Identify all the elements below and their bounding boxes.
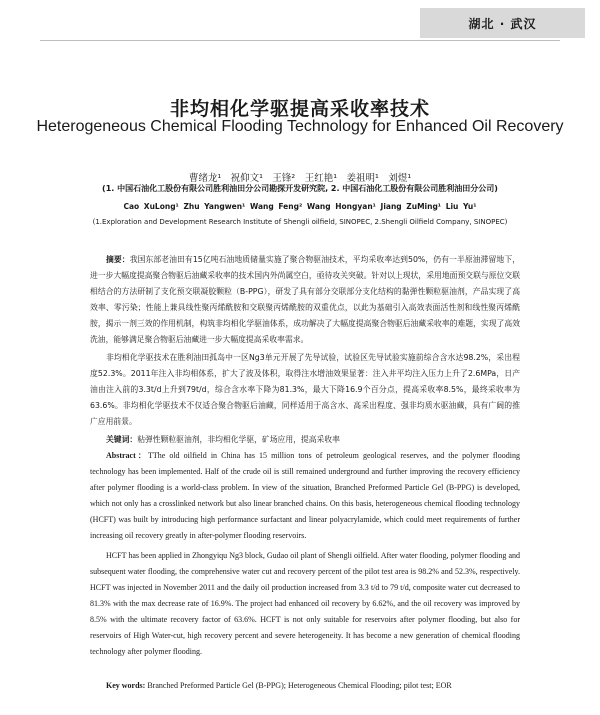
abstract-cn-paragraph-2	[90, 350, 520, 430]
header-label: 湖北 · 武汉	[468, 16, 537, 31]
abstract-cn-paragraph-1	[90, 252, 520, 348]
keywords-en	[90, 678, 520, 694]
keywords-en-text: Branched Preformed Particle Gel (B-PPG); Heterogeneous Chemical Flooding; pilot test; EOR	[147, 681, 452, 690]
conference-location-header	[420, 8, 585, 38]
abstract-en-paragraph-2	[90, 548, 520, 660]
keywords-cn	[90, 432, 520, 448]
abstract-en-label: Abstract：	[106, 451, 148, 460]
keywords-cn-label: 关键词：	[106, 435, 138, 444]
abstract-en-text-1: TThe old oilfield in China has 15 million tons of petroleum geological reserves, and the polymer flooding technology has been implemented. Half of the crude oil is still remained underground and further improving the recovery efficiency after polymer flooding is a world-class problem. In view of the situation, Branched Preformed Particle Gel (B-PPG) is developed, which not only has a crosslinked network but also linear branched chains. On this basis, heterogeneous chemical flooding technology (HCFT) was built by introducing high performance surfactant and linear polyacrylamide, which could meet requirements of further increasing oil recovery greatly in after-polymer flooding reservoirs.	[90, 451, 520, 540]
abstract-cn-text-2: 非均相化学驱技术在胜利油田孤岛中一区Ng3单元开展了先导试验，试验区先导试验实施前综合含水达98.2%，采出程度52.3%。2011年注入非均相体系，扩大了波及体积，取得注水增油效果显著：注入井平均注入压力上升了2.6MPa，日产油由注入前的3.3t/d上升到79t/d，综合含水率下降为81.3%，最大下降16.9个百分点，提高采收率8.5%，最终采收率为63.6%。非均相化学驱技术不仅适合聚合物驱后油藏，同样适用于高含水、高采出程度、强非均质水驱油藏，具有广阔的推广应用前景。	[90, 353, 520, 426]
author-list-cn: 曹绪龙¹ 祝仰文¹ 王锋² 王红艳¹ 姜祖明¹ 刘煜¹	[188, 173, 412, 184]
abstract-en-paragraph-1	[90, 448, 520, 544]
author-list-en: Cao XuLong¹ Zhu Yangwen¹ Wang Feng² Wang Hongyan¹ Jiang ZuMing¹ Liu Yu¹	[123, 202, 477, 211]
keywords-cn-text: 粘弹性颗粒驱油剂，非均相化学驱，矿场应用，提高采收率	[137, 435, 340, 444]
header-rule	[40, 40, 560, 41]
affiliation-cn: (1. 中国石油化工股份有限公司胜利油田分公司勘探开发研究院, 2. 中国石油化工股份有限公司胜利油田分公司)	[102, 184, 498, 193]
abstract-cn-text-1: 我国东部老油田有15亿吨石油地质储量实施了聚合物驱油技术，平均采收率达到50%，仍有一半原油滞留地下，进一步大幅度提高聚合物驱后油藏采收率的技术国内外尚属空白，亟待攻关突破。针对以上现状，采用地面预交联与原位交联相结合的方法研制了支化预交联凝胶颗粒（B-PPG），研发了具有部分交联部分支化结构的黏弹性颗粒驱油剂，产品实现了高效率、零污染；性能上兼具线性聚丙烯酰胺和交联聚丙烯酰胺的双重优点，以此为基础引入高效表面活性剂和线性聚丙烯酰胺，揭示一剂三效的作用机制，构筑非均相化学驱油体系，成功解决了大幅度提高聚合物驱后油藏采收率的难题，实现了高效洗油，能够满足聚合物驱后油藏进一步大幅度提高采收率需求。	[90, 255, 521, 344]
abstract-cn-label: 摘要：	[106, 255, 130, 264]
abstract-en-text-2: HCFT has been applied in Zhongyiqu Ng3 block, Gudao oil plant of Shengli oilfield. After water flooding, polymer flooding and subsequent water flooding, the comprehensive water cut and recovery percent of the pilot test area is 98.2% and 52.3%, respectively. HCFT was injected in November 2011 and the daily oil production increased from 3.3 t/d to 79 t/d, composite water cut decreased to 81.3% with the max decrease rate of 16.9%. The project had enhanced oil recovery by 6.62%, and the oil recovery was improved by 8.5% with the ultimate recovery factor of 63.6%. HCFT is not only suitable for reservoirs after polymer flooding, but also for reservoirs of High Water-cut, high recovery percent and severe heterogeneity. It has become a new generation of chemical flooding technology after polymer flooding.	[90, 551, 520, 656]
paper-title-en: Heterogeneous Chemical Flooding Technology for Enhanced Oil Recovery	[36, 118, 564, 135]
paper-title-cn: 非均相化学驱提高采收率技术	[169, 98, 430, 120]
keywords-en-label: Key words:	[106, 681, 146, 690]
affiliation-en: (1.Exploration and Development Research Institute of Shengli oilfield, SINOPEC, 2.Shengli Oilfield Company, SINOPEC)	[92, 218, 508, 226]
